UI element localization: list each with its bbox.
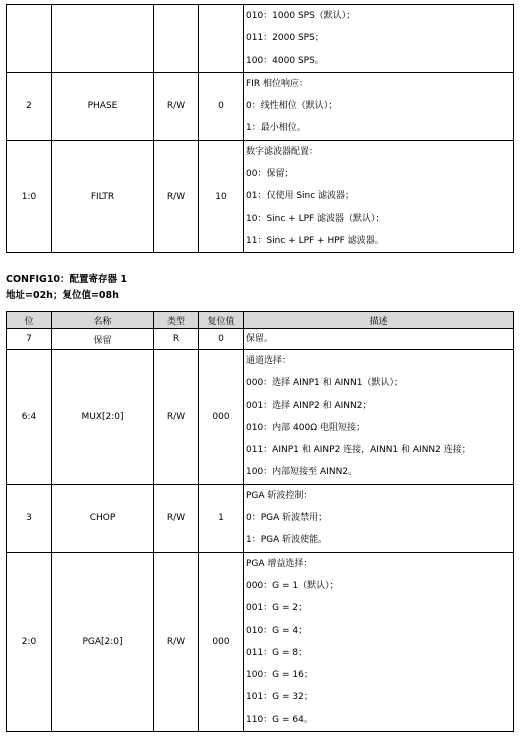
description-cell xyxy=(244,350,514,485)
name-cell: PHASE xyxy=(52,72,154,140)
column-header-type: 类型 xyxy=(154,312,199,329)
description-line: 011：G = 8； xyxy=(246,647,308,658)
description-line: 010：G = 4； xyxy=(246,625,308,636)
description-line: 000：G = 1（默认）； xyxy=(246,580,339,591)
description-line: 000：选择 AINP1 和 AINN1（默认）； xyxy=(246,378,403,389)
description-line: FIR 相位响应： xyxy=(246,78,308,89)
description-line: 100：G = 16； xyxy=(246,670,313,681)
description-line: 00：保留； xyxy=(246,169,294,180)
description-line: 010：内部 400Ω 电阻短接； xyxy=(246,422,365,433)
description-line: 0：线性相位（默认）； xyxy=(246,101,338,112)
column-header-reset: 复位值 xyxy=(199,312,244,329)
reset-cell: 0 xyxy=(199,72,244,140)
description-cell xyxy=(244,5,514,73)
table-row xyxy=(7,72,514,140)
bit-cell: 7 xyxy=(7,329,52,350)
type-cell: R/W xyxy=(154,350,199,485)
description-line: 0：PGA 斩波禁用； xyxy=(246,513,328,524)
reset-cell: 1 xyxy=(199,484,244,552)
register-address: 地址=02h；复位值=08h xyxy=(6,290,119,301)
description-line: 001：选择 AINP2 和 AINN2； xyxy=(246,400,372,411)
bit-cell xyxy=(7,5,52,73)
description-line: 01：仅使用 Sinc 滤波器； xyxy=(246,191,355,202)
type-cell xyxy=(154,5,199,73)
description-line: PGA 增益选择： xyxy=(246,558,313,569)
table-row xyxy=(7,350,514,485)
table-row xyxy=(7,140,514,252)
description-cell xyxy=(244,72,514,140)
description-line: 001：G = 2； xyxy=(246,603,308,614)
reset-cell: 10 xyxy=(199,140,244,252)
description-line: 11：Sinc + LPF + HPF 滤波器。 xyxy=(246,235,384,246)
name-cell: FILTR xyxy=(52,140,154,252)
type-cell: R xyxy=(154,329,199,350)
description-line: 101：G = 32； xyxy=(246,692,313,703)
bit-cell: 2 xyxy=(7,72,52,140)
type-cell: R/W xyxy=(154,140,199,252)
description-line: 010：1000 SPS（默认）； xyxy=(246,11,356,21)
description-cell xyxy=(244,552,514,731)
register-table-continued xyxy=(6,4,514,253)
description-line: 数字滤波器配置： xyxy=(246,146,319,157)
description-line: 10：Sinc + LPF 滤波器（默认）； xyxy=(246,213,385,224)
description-line: 100：内部短接至 AINN2。 xyxy=(246,467,358,478)
name-cell: MUX[2:0] xyxy=(52,350,154,485)
type-cell: R/W xyxy=(154,484,199,552)
description-cell xyxy=(244,140,514,252)
description-line: PGA 斩波控制： xyxy=(246,490,313,501)
table-row xyxy=(7,329,514,350)
description-line: 保留。 xyxy=(246,334,274,344)
reset-cell: 000 xyxy=(199,552,244,731)
reset-cell: 000 xyxy=(199,350,244,485)
description-line: 1：PGA 斩波使能。 xyxy=(246,535,328,546)
register-table xyxy=(6,311,514,732)
column-header-description: 描述 xyxy=(244,312,514,329)
bit-cell: 2:0 xyxy=(7,552,52,731)
column-header-name: 名称 xyxy=(52,312,154,329)
name-cell: 保留 xyxy=(52,329,154,350)
table-row xyxy=(7,552,514,731)
table-row xyxy=(7,484,514,552)
register-title: CONFIG10：配置寄存器 1 xyxy=(6,274,127,285)
name-cell xyxy=(52,5,154,73)
table-row xyxy=(7,5,514,73)
description-line: 011：AINP1 和 AINP2 连接，AINN1 和 AINN2 连接； xyxy=(246,445,471,456)
bit-cell: 6:4 xyxy=(7,350,52,485)
bit-cell: 3 xyxy=(7,484,52,552)
type-cell: R/W xyxy=(154,552,199,731)
description-line: 100：4000 SPS。 xyxy=(246,55,324,66)
description-line: 1：最小相位。 xyxy=(246,123,306,134)
description-cell xyxy=(244,329,514,350)
reset-cell xyxy=(199,5,244,73)
table-header-row xyxy=(7,312,514,329)
type-cell: R/W xyxy=(154,72,199,140)
name-cell: PGA[2:0] xyxy=(52,552,154,731)
reset-cell: 0 xyxy=(199,329,244,350)
bit-cell: 1:0 xyxy=(7,140,52,252)
column-header-bit: 位 xyxy=(7,312,52,329)
description-line: 通道选择： xyxy=(246,356,292,366)
description-line: 011：2000 SPS； xyxy=(246,33,324,44)
description-cell xyxy=(244,484,514,552)
description-line: 110：G = 64。 xyxy=(246,714,313,725)
name-cell: CHOP xyxy=(52,484,154,552)
